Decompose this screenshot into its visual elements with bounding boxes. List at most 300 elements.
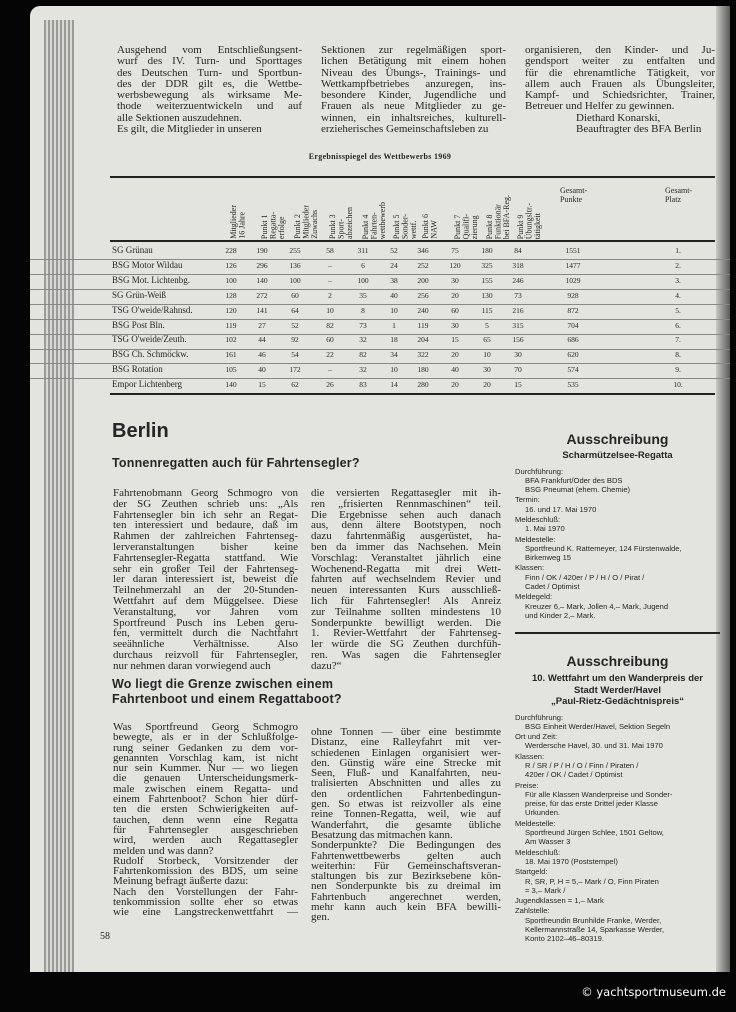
intro-column-2 xyxy=(321,45,506,135)
table-cell: 26 xyxy=(326,380,334,390)
text-line: Fahrtenwettbewerbs gelten auch xyxy=(311,849,501,862)
text-line: sehr ein großer Teil der Fahrtenseg- xyxy=(113,562,298,575)
intro-column-1 xyxy=(117,45,302,135)
text-line: ten interessiert und bedaure, daß im xyxy=(113,519,298,532)
table-cell: 1 xyxy=(392,320,396,330)
table-cell: 120 xyxy=(225,305,237,315)
text-line: reine Tonnen-Regatta, weil, wie auf xyxy=(311,808,501,821)
table-cell: 102 xyxy=(225,335,237,345)
table-bottom-rule xyxy=(110,393,715,395)
table-cell: 105 xyxy=(225,365,237,375)
text-line: male zwischen einem Regatta- und xyxy=(113,782,298,795)
article-2-title-line-1: Wo liegt die Grenze zwischen einem xyxy=(112,677,334,691)
table-cell: 120 xyxy=(449,260,461,270)
table-cell: 2 xyxy=(328,290,332,300)
table-cell: 10. xyxy=(673,380,683,390)
text-line: aus, denn ältere Bootstypen, noch xyxy=(311,519,501,532)
text-line: Rudolf Storbeck, Vorsitzender der xyxy=(113,854,298,867)
text-line: Es gilt, die Mitglieder in unseren xyxy=(117,123,262,136)
notice-item-label: Durchführung: xyxy=(515,712,564,722)
column-header: Gesamt- Platz xyxy=(665,186,693,204)
text-line: melden und was dann? xyxy=(113,844,214,857)
table-cell: 140 xyxy=(225,380,237,390)
text-line: neuen interessanten Kurs ausschließ- xyxy=(311,584,501,597)
table-row xyxy=(30,349,730,364)
author-name: Diethard Konarski, xyxy=(576,112,661,124)
notice-2-subtitle-3: „Paul-Rietz-Gedächtnispreis“ xyxy=(550,696,685,707)
table-cell: 535 xyxy=(567,380,579,390)
notice-item xyxy=(515,781,720,818)
notice-item xyxy=(515,752,720,780)
notice-item xyxy=(515,867,720,895)
table-cell: 256 xyxy=(417,290,429,300)
text-line: Sportfreund Pusch ins Leben geru- xyxy=(113,616,298,629)
notice-item-label: Meldegeld: xyxy=(515,592,553,602)
table-cell: 30 xyxy=(514,350,522,360)
table-cell: 7. xyxy=(675,335,681,345)
text-line: 1. Revier-Wettfahrt der Fahrtenseg- xyxy=(311,627,501,640)
notice-divider xyxy=(515,632,720,634)
notice-1-heading: Ausschreibung xyxy=(566,431,669,447)
text-line: nur nehmen daran vorwiegend auch xyxy=(113,659,271,672)
table-cell: 161 xyxy=(225,350,237,360)
table-cell: 20 xyxy=(451,350,459,360)
table-cell: 318 xyxy=(512,260,524,270)
text-line: wurf des IV. Turn- und Sporttages xyxy=(117,55,302,68)
text-line: Niveau des Übungs-, Trainings- und xyxy=(321,66,506,79)
text-line: wird, werden auch Regattasegler xyxy=(113,834,298,847)
table-cell: 62 xyxy=(291,380,299,390)
text-line: seeähnliche Verhältnisse. Also xyxy=(113,638,298,651)
table-row xyxy=(30,260,730,275)
table-cell: 280 xyxy=(417,380,429,390)
magazine-page xyxy=(30,6,730,972)
table-cell: 200 xyxy=(417,275,429,285)
text-line: Ausgehend vom Entschließungsent- xyxy=(117,44,302,56)
table-cell: 180 xyxy=(481,246,493,255)
notice-item-value: Finn / OK / 420er / P / H / O / Pirat / Cadet / Optimist xyxy=(525,572,645,592)
text-line: alle Sektionen auszudehnen. xyxy=(117,111,242,124)
table-cell: 4. xyxy=(675,290,681,300)
column-header: Punkt 2 Mitglieder Zuwachs xyxy=(293,205,319,239)
table-cell: 15 xyxy=(258,380,266,390)
text-line: ohne Tonnen — über eine bestimmte xyxy=(311,726,501,738)
notice-item-label: Durchführung: xyxy=(515,466,564,476)
notice-item-value: 16. und 17. Mai 1970 xyxy=(525,504,597,514)
table-cell: 40 xyxy=(258,365,266,375)
table-cell: 65 xyxy=(483,335,491,345)
notice-item-label: Ort und Zeit: xyxy=(515,732,558,742)
text-line: Sonderpunkte? Die Bedingungen des xyxy=(311,839,501,852)
text-line: für die ehrenamtliche Tätigkeit, vor xyxy=(525,66,715,79)
text-line: Was Sportfreund Georg Schmogro xyxy=(113,721,298,733)
page-stack-edge xyxy=(44,20,74,972)
text-line: werbsbewegung als wirksame Me- xyxy=(117,89,302,102)
watermark: © yachtsportmuseum.de xyxy=(581,985,726,999)
table-cell: 10 xyxy=(390,305,398,315)
author-role: Beauftragter des BFA Berlin xyxy=(576,123,702,136)
table-cell: 928 xyxy=(567,290,579,300)
table-cell: 6. xyxy=(675,320,681,330)
text-line: schiedenen Einlagen organisiert wer- xyxy=(311,746,501,759)
table-cell: 872 xyxy=(567,305,579,315)
notice-item-value: Sportfreund Jürgen Schlee, 1501 Geltow, Am Wasser 3 xyxy=(525,828,664,847)
table-cell: 20 xyxy=(451,380,459,390)
table-row xyxy=(30,364,730,379)
table-cell: 3. xyxy=(675,275,681,285)
text-line: dazu?“ xyxy=(311,659,342,672)
club-name: TSG O'weide/Rahnsd. xyxy=(112,304,193,315)
table-cell: 216 xyxy=(512,305,524,315)
notice-item-label: Meldeschluß: xyxy=(515,847,561,857)
text-line: organisieren, den Kinder- und Ju- xyxy=(525,44,715,56)
text-line: thode weiterzuentwickeln und auf xyxy=(117,100,302,113)
table-cell: 14 xyxy=(390,380,398,390)
notice-item-label: Klassen: xyxy=(515,563,545,573)
table-cell: 27 xyxy=(258,320,266,330)
notice-item xyxy=(515,819,720,847)
table-cell: 140 xyxy=(256,275,268,285)
table-cell: 315 xyxy=(512,320,524,330)
table-cell: 100 xyxy=(289,275,301,285)
table-cell: 155 xyxy=(481,275,493,285)
section-heading: Berlin xyxy=(112,420,169,442)
table-cell: 60 xyxy=(326,335,334,345)
table-cell: – xyxy=(328,365,332,375)
text-line: bewegte, als er in der Schlußfolge- xyxy=(113,731,298,744)
table-row xyxy=(30,290,730,305)
table-cell: 44 xyxy=(258,335,266,345)
notice-item-value: 1. Mai 1970 xyxy=(525,524,565,534)
notice-item-value: Sportfreundin Brunhilde Franke, Werder, Kellermannstraße 14, Sparkasse Werder, Konto 2102–46–80319. xyxy=(525,915,665,944)
table-cell: 10 xyxy=(326,305,334,315)
club-name: BSG Motor Wildau xyxy=(112,259,183,270)
text-line: weiterhin: Für Gemeinschaftsveran- xyxy=(311,859,501,872)
table-row xyxy=(30,275,730,290)
table-cell: 92 xyxy=(291,335,299,345)
author-signature xyxy=(576,113,701,136)
table-cell: 8. xyxy=(675,350,681,360)
notice-item-value: R, SR, P, H = 5,– Mark / O, Finn Piraten = 3,– Mark / xyxy=(525,876,659,895)
text-line: ren „frisierten Rennmaschinen“ teil. xyxy=(311,497,501,510)
table-cell: 240 xyxy=(417,305,429,315)
notice-2-details xyxy=(515,713,720,944)
table-cell: 83 xyxy=(359,380,367,390)
table-cell: – xyxy=(328,260,332,270)
notice-item-label: Zahlstelle: xyxy=(515,906,550,916)
text-line: Rahmen der zahlreichen Fahrtenseg- xyxy=(113,530,298,543)
text-line: Fahrtenobmann Georg Schmogro von xyxy=(113,487,298,499)
text-line: Distanz, eine Ralleyfahrt mit ver- xyxy=(311,736,501,749)
text-line: einem Fahrtenboot? Schon hier dürf- xyxy=(113,793,298,806)
text-line: winnen, ein inhaltsreiches, kulturell- xyxy=(321,111,506,124)
text-line: gen. xyxy=(311,911,330,924)
table-cell: 35 xyxy=(359,290,367,300)
table-cell: 136 xyxy=(289,260,301,270)
table-cell: 574 xyxy=(567,365,579,375)
text-line: wie eine Langstreckenwettfahrt — xyxy=(113,906,298,919)
notice-item-value: 18. Mai 1970 (Poststempel) xyxy=(525,856,618,866)
table-cell: 100 xyxy=(357,275,369,285)
text-line: Fahrtenkomission des BDS, um seine xyxy=(113,865,298,878)
text-line: rung seiner Gedanken zu dem vor- xyxy=(113,741,298,754)
article-1-column-1 xyxy=(113,488,298,672)
text-line: genannten Vorschlag kam, ist nicht xyxy=(113,751,298,764)
table-cell: 228 xyxy=(225,246,237,255)
text-line: Fahrtensegler-Regatta stattfand. Wie xyxy=(113,551,298,564)
text-line: tralisierten Abschnitten und alles zu xyxy=(311,777,501,790)
table-cell: 10 xyxy=(390,365,398,375)
text-line: Wochenend-Regatta mit drei Wett- xyxy=(311,562,501,575)
table-cell: 156 xyxy=(512,335,524,345)
column-header: Punkt 3 Sport- abzeichen xyxy=(328,207,354,239)
article-2-column-2 xyxy=(311,727,501,923)
table-cell: – xyxy=(328,275,332,285)
table-cell: 54 xyxy=(291,350,299,360)
text-line: für Fahrtensegler ausgeschrieben xyxy=(113,823,298,836)
column-header: Punkt 9 Übungsltr.- tätigkeit xyxy=(516,202,542,239)
table-cell: 32 xyxy=(359,365,367,375)
table-row xyxy=(30,305,730,320)
table-cell: 20 xyxy=(483,380,491,390)
table-cell: 22 xyxy=(326,350,334,360)
club-name: BSG Mot. Lichtenbg. xyxy=(112,274,190,285)
text-line: allem auch Frauen als Übungsleiter, xyxy=(525,77,715,90)
table-cell: 172 xyxy=(289,365,301,375)
table-cell: 75 xyxy=(451,246,459,255)
table-row xyxy=(30,320,730,335)
table-cell: 8 xyxy=(361,305,365,315)
text-line: die genauen Unterscheidungsmerk- xyxy=(113,772,298,785)
table-cell: 255 xyxy=(289,246,301,255)
table-cell: 190 xyxy=(256,246,268,255)
notice-item-value: Werdersche Havel, 30. und 31. Mai 1970 xyxy=(525,741,663,751)
notice-item xyxy=(515,848,720,867)
notice-item-label: Preise: xyxy=(515,780,539,790)
table-cell: 325 xyxy=(481,260,493,270)
notice-item-label: Meldeschluß: xyxy=(515,514,561,524)
notice-item-value: Für alle Klassen Wanderpreise und Sonder- preise, für das erste Drittel jeder Klasse Urkunden. xyxy=(525,789,673,818)
notice-item xyxy=(515,906,720,943)
text-line: fen, vermittelt durch die Nachtfahrt xyxy=(113,627,298,640)
table-cell: 704 xyxy=(567,320,579,330)
text-line: Frauen als neue Mitglieder zu ge- xyxy=(321,100,506,113)
table-cell: 34 xyxy=(390,350,398,360)
table-cell: 32 xyxy=(359,335,367,345)
notice-item-label: Termin: xyxy=(515,495,540,505)
column-header: Mitglieder 16 Jahre xyxy=(229,205,247,239)
notice-1-details xyxy=(515,467,720,621)
text-line: gendsport weiter zu entfalten und xyxy=(525,55,715,68)
intro-column-3 xyxy=(525,45,715,113)
club-name: TSG O'weide/Zeuth. xyxy=(112,334,187,345)
table-cell: 130 xyxy=(481,290,493,300)
table-cell: 9. xyxy=(675,365,681,375)
text-line: den. Günstig wäre eine Strecke mit xyxy=(311,756,501,769)
notice-item xyxy=(515,535,720,563)
results-table-body xyxy=(30,242,730,392)
text-line: Teilnehmerzahl an der 20-Stunden- xyxy=(113,584,298,597)
notice-2-heading: Ausschreibung xyxy=(566,653,669,669)
notice-item xyxy=(515,495,720,514)
table-cell: 82 xyxy=(359,350,367,360)
notice-item-label: Jugendklassen = 1,– Mark xyxy=(515,896,604,906)
notice-2-subtitle-2: Stadt Werder/Havel xyxy=(574,684,661,696)
text-line: Wettkampfbetriebes anzuregen, ins- xyxy=(321,77,506,90)
table-cell: 10 xyxy=(483,350,491,360)
table-cell: 18 xyxy=(390,335,398,345)
article-2-title xyxy=(112,677,342,707)
text-line: den ordentlichen Fahrtenbedingun- xyxy=(311,787,501,800)
text-line: lich für Fahrtensegler! Als Anreiz xyxy=(311,594,501,607)
table-header xyxy=(30,178,730,239)
notice-item-value: Kreuzer 6,– Mark, Jollen 4,– Mark, Jugend und Kinder 2,– Mark. xyxy=(525,601,669,620)
notice-item xyxy=(515,896,720,905)
table-cell: 58 xyxy=(326,246,334,255)
table-cell: 30 xyxy=(483,365,491,375)
notice-item-label: Startgeld: xyxy=(515,867,548,877)
text-line: erzieherisches Gemeinschaftsleben zu xyxy=(321,123,489,136)
article-2-title-line-2: Fahrtenboot und einem Regattaboot? xyxy=(112,692,342,706)
table-cell: 40 xyxy=(451,365,459,375)
text-line: Vorschlag: Veranstaltet jährlich eine xyxy=(311,551,501,564)
text-line: ren. Was sagen die Fahrtensegler xyxy=(311,648,501,661)
club-name: SG Grünau xyxy=(112,245,153,255)
notice-item-label: Meldestelle: xyxy=(515,818,556,828)
table-cell: 141 xyxy=(256,305,268,315)
notice-item-value: BSG Einheit Werder/Havel, Sektion Segeln xyxy=(525,721,671,731)
table-row xyxy=(30,379,730,393)
notice-item-value: BFA Frankfurt/Oder des BDS BSG Pneumat (ehem. Chemie) xyxy=(525,475,631,495)
table-cell: 100 xyxy=(225,275,237,285)
notice-item xyxy=(515,515,720,534)
table-cell: 252 xyxy=(417,260,429,270)
article-2-column-1 xyxy=(113,722,298,918)
text-line: Meinung befragt äußerte dazu: xyxy=(113,875,249,888)
table-cell: 115 xyxy=(481,305,493,315)
article-1-title: Tonnenregatten auch für Fahrtensegler? xyxy=(112,456,360,470)
table-cell: 46 xyxy=(258,350,266,360)
table-cell: 15 xyxy=(451,335,459,345)
table-row xyxy=(30,245,730,260)
table-cell: 180 xyxy=(417,365,429,375)
article-1-column-2 xyxy=(311,488,501,672)
text-line: fahrten auf wechselndem Revier und xyxy=(311,573,501,586)
text-line: ben da immer das Nachsehen. Mein xyxy=(311,540,501,553)
table-title: Ergebnisspiegel des Wettbewerbs 1969 xyxy=(308,152,452,161)
text-line: ten die ersten Schwierigkeiten auf- xyxy=(113,803,298,816)
table-cell: 246 xyxy=(512,275,524,285)
club-name: Empor Lichtenberg xyxy=(112,379,183,390)
table-cell: 686 xyxy=(567,335,579,345)
text-line: lerveranstaltungen bisher keine xyxy=(113,540,298,553)
table-cell: 126 xyxy=(225,260,237,270)
table-cell: 2. xyxy=(675,260,681,270)
notice-item-value: Sportfreund K. Rattemeyer, 124 Fürstenwalde, Birkenweg 15 xyxy=(525,543,682,563)
text-line: Sonderpunkte bewilligt werden. Die xyxy=(311,616,501,629)
table-cell: 73 xyxy=(514,290,522,300)
table-cell: 1. xyxy=(675,246,681,255)
text-line: Nach den Vorstellungen der Fahr- xyxy=(113,885,298,898)
text-line: dazu fahrtenmäßig ausgerüstet, ha- xyxy=(311,530,501,543)
table-cell: 52 xyxy=(390,246,398,255)
table-cell: 296 xyxy=(256,260,268,270)
table-cell: 1477 xyxy=(565,260,581,270)
table-cell: 128 xyxy=(225,290,237,300)
text-line: Seen, Fluß- und Kanalfahrten, neu- xyxy=(311,767,501,780)
text-line: zur Teilnahme sollten mindestens 10 xyxy=(311,605,501,618)
column-header: Punkt 8 Funktionär bei BFA-Reg. xyxy=(485,194,511,239)
table-cell: 620 xyxy=(567,350,579,360)
column-header: Punkt 7 Qualifi- zierung xyxy=(453,213,479,239)
text-line: Sektionen zur regelmäßigen sport- xyxy=(321,44,506,56)
text-line: ler daran interessiert ist, beweist die xyxy=(113,573,298,586)
table-cell: 60 xyxy=(451,305,459,315)
text-line: Besatzung das mitmachen kann. xyxy=(311,828,453,841)
text-line: durchaus reizvoll für Fahrtensegler, xyxy=(113,648,298,661)
text-line: ler würde die SG Zeuthen durchfüh- xyxy=(311,638,501,651)
text-line: der SG Zeuthen schrieb uns: „Als xyxy=(113,497,298,510)
club-name: BSG Post Bln. xyxy=(112,319,165,330)
notice-item-value: R / SR / P / H / O / Finn / Piraten / 420er / OK / Cadet / Optimist xyxy=(525,760,639,780)
table-cell: 73 xyxy=(359,320,367,330)
table-cell: 119 xyxy=(417,320,429,330)
text-line: Wanderfahrt, die gesamte übliche xyxy=(311,818,501,831)
club-name: BSG Rotation xyxy=(112,364,163,375)
table-cell: 272 xyxy=(256,290,268,300)
table-cell: 6 xyxy=(361,260,365,270)
text-line: des Deutschen Turn- und Sportbun- xyxy=(117,66,302,79)
table-cell: 20 xyxy=(451,290,459,300)
column-header: Gesamt- Punkte xyxy=(560,186,588,204)
table-cell: 52 xyxy=(291,320,299,330)
notice-item xyxy=(515,592,720,620)
text-line: staltungen bis zur Bezirksebene kön- xyxy=(311,870,501,883)
notice-item xyxy=(515,563,720,591)
table-cell: 38 xyxy=(390,275,398,285)
table-cell: 322 xyxy=(417,350,429,360)
table-cell: 5 xyxy=(485,320,489,330)
table-cell: 84 xyxy=(514,246,522,255)
table-cell: 311 xyxy=(357,246,369,255)
notice-item xyxy=(515,732,720,751)
notice-1-subtitle: Scharmützelsee-Regatta xyxy=(562,450,673,461)
text-line: des der DDR gilt es, die Wettbe- xyxy=(117,77,302,90)
text-line: mehr kann auch kein BFA bewilli- xyxy=(311,901,501,914)
table-cell: 5. xyxy=(675,305,681,315)
notice-item-label: Klassen: xyxy=(515,751,545,761)
text-line: lichen Betätigung mit einem hohen xyxy=(321,55,506,68)
notice-2-subtitle-1: 10. Wettfahrt um den Wanderpreis der xyxy=(531,673,704,684)
notice-werder xyxy=(515,653,720,945)
column-header: Punkt 5 Sonder- wettf. xyxy=(392,213,418,239)
club-name: SG Grün-Weiß xyxy=(112,289,167,300)
text-line: gen. So etwas ist reizvoller als eine xyxy=(311,798,501,811)
text-line: Die Ergebnisse sehen auch danach xyxy=(311,508,501,521)
page-number: 58 xyxy=(100,931,110,942)
text-line: tenkommission sollte eher so etwas xyxy=(113,896,298,909)
table-cell: 346 xyxy=(417,246,429,255)
text-line: Fahrtensegler bin ich sehr an Regat- xyxy=(113,508,298,521)
text-line: Veranstaltung, vor Jahren vom xyxy=(113,605,298,618)
text-line: Betreuer und Helfer zu gewinnen. xyxy=(525,100,675,113)
table-cell: 1029 xyxy=(565,275,581,285)
table-cell: 70 xyxy=(514,365,522,375)
table-cell: 82 xyxy=(326,320,334,330)
table-cell: 1551 xyxy=(565,246,581,255)
club-name: BSG Ch. Schmöckw. xyxy=(112,349,189,360)
table-row xyxy=(30,334,730,349)
